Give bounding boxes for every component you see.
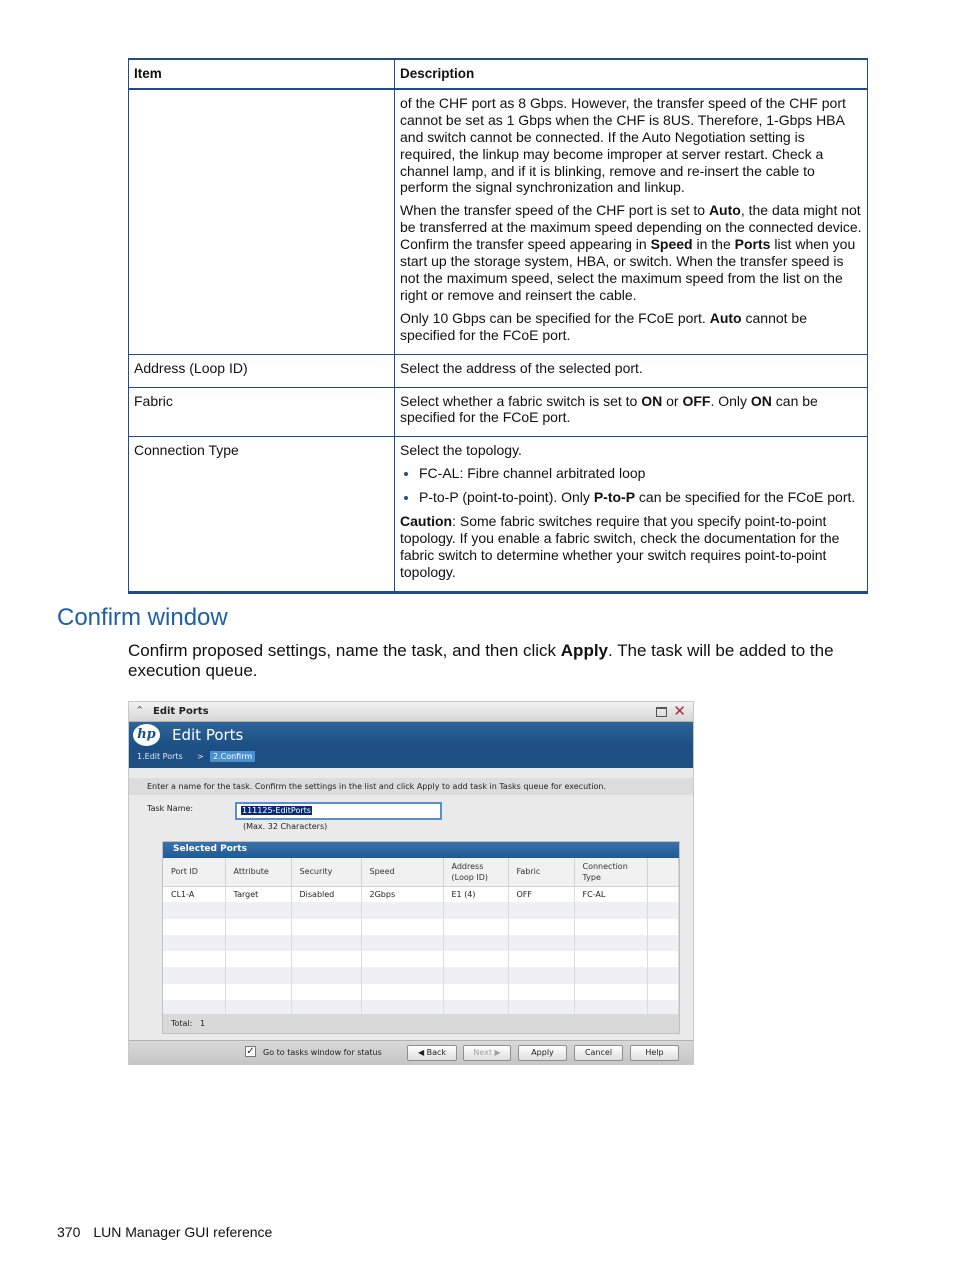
page-number: 370 <box>57 1224 81 1240</box>
text: in the <box>692 236 735 253</box>
ports-header-row <box>163 858 679 886</box>
task-name-label: Task Name: <box>147 804 194 813</box>
empty-row <box>163 951 679 967</box>
wizard-breadcrumb <box>129 748 693 768</box>
column-header[interactable]: Speed <box>361 858 443 886</box>
grid-footer <box>163 1014 679 1033</box>
cell-attribute: Target <box>225 886 291 902</box>
cell-fabric: OFF <box>508 886 574 902</box>
dialog-button-bar <box>129 1040 693 1065</box>
list-item <box>419 489 862 506</box>
item-cell: Connection Type <box>129 437 395 592</box>
apply-button[interactable]: Apply <box>518 1045 567 1061</box>
task-name-hint: (Max. 32 Characters) <box>243 822 328 831</box>
text: . Only <box>710 392 751 409</box>
grid-title: Selected Ports <box>163 842 679 858</box>
bold-term: Auto <box>708 202 741 219</box>
footer-section: LUN Manager GUI reference <box>93 1224 273 1240</box>
hp-logo: hp <box>133 724 160 746</box>
item-cell: Address (Loop ID) <box>129 354 395 387</box>
text: Confirm proposed settings, name the task, and then click <box>128 641 561 660</box>
page-footer <box>57 1224 272 1240</box>
reference-table <box>128 58 868 594</box>
back-button[interactable] <box>407 1045 457 1061</box>
column-header[interactable]: Security <box>291 858 361 886</box>
breadcrumb-step-edit-ports: 1.Edit Ports <box>137 752 183 761</box>
breadcrumb-step-confirm: 2.Confirm <box>210 751 255 762</box>
empty-row <box>163 984 679 1000</box>
task-name-input[interactable] <box>235 802 442 820</box>
empty-row <box>163 919 679 935</box>
bold-term: Ports <box>734 236 771 253</box>
description-paragraph <box>400 202 862 303</box>
dialog-banner <box>129 722 693 748</box>
cell-speed: 2Gbps <box>361 886 443 902</box>
text: When the transfer speed of the CHF port is set to <box>400 202 709 219</box>
item-cell: Fabric <box>129 387 395 437</box>
description-cell <box>395 89 868 354</box>
maximize-icon[interactable] <box>656 707 667 717</box>
section-intro <box>128 641 868 681</box>
empty-row <box>163 902 679 918</box>
go-to-tasks-label: Go to tasks window for status <box>263 1048 382 1057</box>
table-row[interactable] <box>163 886 679 902</box>
section-heading: Confirm window <box>57 604 228 631</box>
table-row <box>129 387 868 437</box>
description-paragraph: Select the topology. <box>400 442 522 459</box>
table-header-row <box>129 59 868 89</box>
item-cell <box>129 89 395 354</box>
description-paragraph: of the CHF port as 8 Gbps. However, the transfer speed of the CHF port cannot be set as 1 Gbps when the CHF is 8US. Therefore, 1-Gbps HBA and switch cannot be connected. If the Auto Negotiation setting is required, the linkup may become improper at server restart. Check a channel lamp, and if it is blinking, remove and re-insert the cable to perform the signal synchronization and linkup. <box>400 94 846 196</box>
column-header[interactable]: Address (Loop ID) <box>443 858 508 886</box>
cell-port-id: CL1-A <box>163 886 225 902</box>
table-row <box>129 354 868 387</box>
text: Select whether a fabric switch is set to <box>400 392 642 409</box>
collapse-icon[interactable]: ⌃ <box>135 704 145 717</box>
selected-ports-grid <box>162 841 680 1034</box>
bold-term: ON <box>750 392 772 409</box>
help-button[interactable]: Help <box>630 1045 679 1061</box>
cell-address: E1 (4) <box>443 886 508 902</box>
ports-table <box>163 858 679 1016</box>
description-cell: Select the address of the selected port. <box>395 354 868 387</box>
empty-row <box>163 935 679 951</box>
breadcrumb-separator: > <box>197 752 204 761</box>
column-header[interactable]: Attribute <box>225 858 291 886</box>
dialog-titlebar <box>129 702 693 722</box>
edit-ports-dialog-screenshot <box>128 701 694 1065</box>
text: can be specified for the FCoE port. <box>635 489 856 506</box>
close-icon[interactable]: ✕ <box>673 702 686 720</box>
banner-title: Edit Ports <box>172 726 244 744</box>
text: cannot be specified for the FCoE port. <box>400 309 807 343</box>
total-value: 1 <box>199 1019 206 1028</box>
cell-connection-type: FC-AL <box>574 886 647 902</box>
column-header[interactable]: Fabric <box>508 858 574 886</box>
bullet-list <box>400 465 862 506</box>
text: list when you start up the storage system, HBA, or switch. When the transfer speed is not the maximum speed, select the maximum speed from the list on the right or remove and reinsert the cable. <box>400 236 856 303</box>
bold-term: Speed <box>650 236 693 253</box>
go-to-tasks-checkbox[interactable]: ✓ <box>246 1046 255 1057</box>
back-label: Back <box>426 1048 447 1057</box>
next-button[interactable] <box>463 1045 511 1061</box>
next-label: Next <box>473 1048 492 1057</box>
text: Only 10 Gbps can be specified for the FCoE port. <box>400 309 710 326</box>
text: : Some fabric switches require that you specify point-to-point topology. If you enable a fabric switch, check the documentation for the fabric switch to determine whether your switch requires point-to-point topology. <box>400 513 840 580</box>
header-item: Item <box>129 59 395 89</box>
text: , the data might not be transferred at the maximum speed depending on the connected device. Confirm the transfer speed appearing in <box>400 202 862 253</box>
list-item: • FC-AL: Fibre channel arbitrated loop <box>419 465 862 482</box>
window-title: Edit Ports <box>153 706 209 717</box>
bold-term: Auto <box>709 309 742 326</box>
bold-term: P-to-P <box>593 489 636 506</box>
text: P-to-P (point-to-point). Only <box>419 489 594 506</box>
table-row <box>129 437 868 592</box>
column-header[interactable]: Connection Type <box>574 858 647 886</box>
empty-row <box>163 967 679 983</box>
description-cell <box>395 387 868 437</box>
bold-term: Apply <box>560 641 609 660</box>
header-description: Description <box>395 59 868 89</box>
cell-security: Disabled <box>291 886 361 902</box>
back-arrow-icon: ◀ <box>417 1048 425 1057</box>
text: or <box>662 392 683 409</box>
task-name-value: 111125-EditPorts <box>242 806 311 815</box>
caution-paragraph <box>400 513 862 581</box>
text: can be specified for the FCoE port. <box>400 392 818 426</box>
text: . The task will be added to the execution queue. <box>128 641 834 680</box>
description-cell <box>395 437 868 592</box>
next-arrow-icon: ▶ <box>494 1048 501 1057</box>
cancel-button[interactable]: Cancel <box>574 1045 623 1061</box>
total-label: Total: <box>171 1019 193 1028</box>
column-header-filler <box>647 858 679 886</box>
bold-term: OFF <box>682 392 711 409</box>
description-paragraph <box>400 310 862 344</box>
bold-term: ON <box>641 392 663 409</box>
caution-label: Caution <box>400 513 453 530</box>
table-row <box>129 89 868 354</box>
column-header[interactable]: Port ID <box>163 858 225 886</box>
instruction-text: Enter a name for the task. Confirm the settings in the list and click Apply to add task in Tasks queue for execution. <box>129 778 693 795</box>
